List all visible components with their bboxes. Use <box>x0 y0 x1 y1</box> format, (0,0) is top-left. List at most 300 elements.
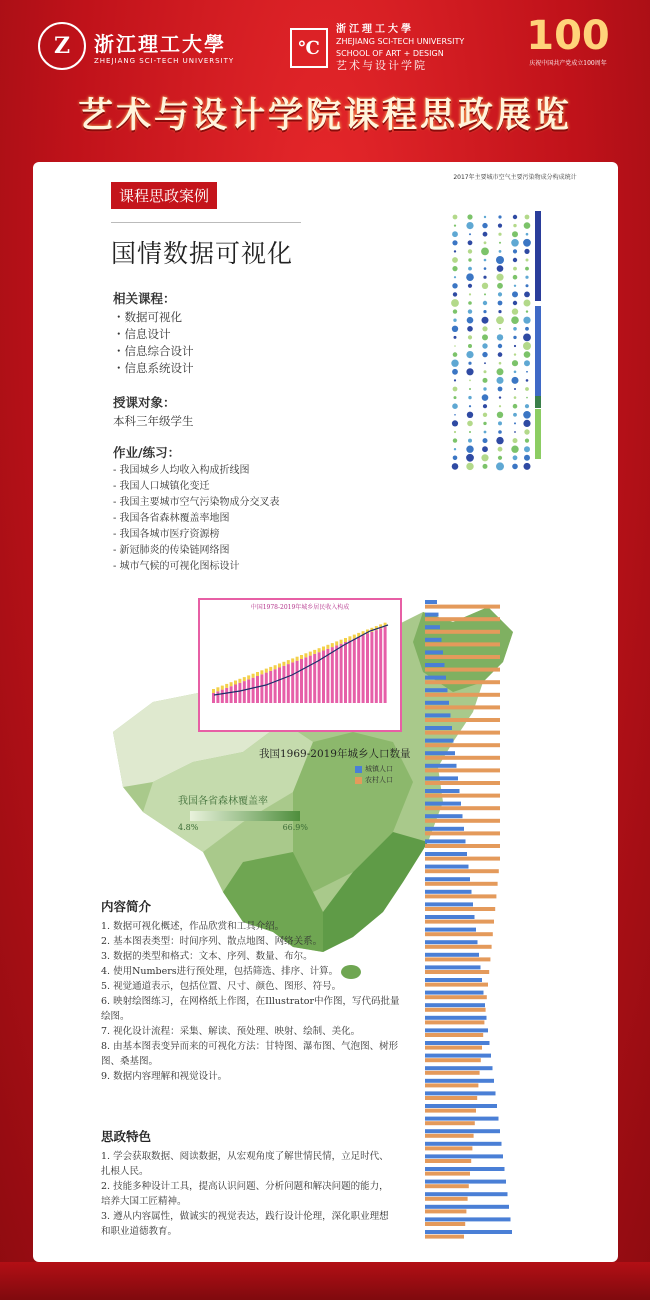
urban-bar <box>425 839 466 843</box>
income-bar-top <box>278 664 281 668</box>
practice-item: - 我国各省森林覆盖率地图 <box>113 513 230 524</box>
bubble <box>523 342 531 350</box>
bubble <box>453 456 458 461</box>
bubble <box>499 396 501 398</box>
rural-bar <box>425 1235 464 1239</box>
bubble <box>454 276 456 278</box>
bubble <box>496 316 504 324</box>
income-bar <box>221 690 224 703</box>
bubble <box>484 267 487 270</box>
income-bar <box>265 673 268 703</box>
category-bar <box>535 409 541 459</box>
main-title: 艺术与设计学院课程思政展览 <box>77 95 572 136</box>
bubble <box>453 319 456 322</box>
bubble <box>524 446 530 452</box>
income-bar <box>344 642 347 703</box>
income-bar-top <box>309 652 312 656</box>
bubble <box>454 345 456 347</box>
practice-item: - 我国各城市医疗资源榜 <box>113 529 220 540</box>
bottom-band <box>0 1262 650 1300</box>
bubble <box>496 462 504 470</box>
bubble <box>514 353 516 355</box>
income-bar <box>225 688 228 703</box>
rural-bar <box>425 1096 477 1100</box>
urban-bar <box>425 928 476 932</box>
bubble <box>512 377 519 384</box>
school-name-en: SCHOOL OF ART + DESIGN <box>336 49 444 58</box>
bubble <box>468 301 472 305</box>
urban-bar <box>425 1066 493 1070</box>
bubble <box>513 327 517 331</box>
urban-bar <box>425 953 479 957</box>
income-bar <box>309 656 312 703</box>
rural-bar <box>425 731 500 735</box>
content-item: 8. 由基本图表变异而来的可视化方法：甘特图、瀑布图、气泡图、树形图、桑基图。 <box>101 1041 399 1067</box>
bubble <box>498 456 502 460</box>
bubble <box>524 463 531 470</box>
urban-bar <box>425 1167 505 1171</box>
rural-bar <box>425 1058 481 1062</box>
bubble <box>513 455 518 460</box>
bubble <box>467 421 473 427</box>
bubble <box>484 241 487 244</box>
bubble <box>511 239 519 247</box>
urban-bar <box>425 613 439 617</box>
income-bar-top <box>287 660 290 664</box>
bubble <box>454 336 457 339</box>
bubble <box>524 292 530 298</box>
income-bar-top <box>256 672 259 676</box>
bubble <box>525 404 529 408</box>
bubble <box>454 414 456 416</box>
urban-bar <box>425 1192 508 1196</box>
bubble <box>523 411 531 419</box>
income-bar-top <box>353 635 356 639</box>
bubble <box>452 369 458 375</box>
target-heading: 授课对象： <box>113 395 176 410</box>
urban-bar <box>425 701 449 705</box>
bubble <box>526 310 528 312</box>
rural-bar <box>425 1146 472 1150</box>
bubble <box>498 233 501 236</box>
bubble <box>513 413 517 417</box>
bubble <box>523 239 531 247</box>
courses-heading: 相关课程： <box>113 291 176 306</box>
income-bar <box>348 640 351 703</box>
bubble <box>497 412 503 418</box>
bubble <box>481 248 489 256</box>
urban-bar <box>425 1142 502 1146</box>
bubble <box>482 446 488 452</box>
target-section <box>113 394 194 430</box>
bubble <box>498 447 503 452</box>
income-bar <box>379 628 382 703</box>
income-bar <box>375 630 378 703</box>
income-bar-top <box>238 679 241 683</box>
rural-swatch <box>355 777 362 784</box>
urban-bar <box>425 1003 485 1007</box>
rural-bar <box>425 995 487 999</box>
bubble <box>468 309 472 313</box>
rural-bar <box>425 983 488 987</box>
content-item: 1. 数据可视化概述，作品欣赏和工具介绍。 <box>101 921 285 932</box>
bubble <box>499 328 501 330</box>
bubble <box>468 240 473 245</box>
forest-legend <box>178 792 308 832</box>
urban-bar <box>425 1016 487 1020</box>
income-bar-top <box>340 640 343 644</box>
bubble <box>512 360 518 366</box>
bubble <box>498 344 502 348</box>
bubble <box>468 439 472 443</box>
income-bar-top <box>221 686 224 690</box>
income-bar <box>296 661 299 703</box>
bubble <box>498 215 501 218</box>
urban-bar <box>425 688 448 692</box>
income-chart-plot <box>200 611 396 711</box>
bubble <box>512 291 518 297</box>
rural-bar <box>425 819 500 823</box>
bubble <box>525 387 529 391</box>
bubble <box>452 266 457 271</box>
rural-bar <box>425 1159 471 1163</box>
bubble <box>468 284 472 288</box>
income-bar <box>366 634 369 704</box>
bubble <box>498 310 501 313</box>
income-bar <box>384 627 387 703</box>
income-bar-top <box>260 670 263 674</box>
bubble <box>526 233 529 236</box>
bubble <box>482 352 487 357</box>
income-chart-title: 中国1978-2019年城乡居民收入构成 <box>250 604 350 611</box>
bubble <box>484 216 486 218</box>
bubble <box>466 351 473 358</box>
urban-bar <box>425 1205 509 1209</box>
income-bar <box>340 644 343 703</box>
zstu-logo <box>38 22 234 70</box>
income-bar-top <box>234 681 237 685</box>
income-bar-top <box>326 645 329 649</box>
bubble <box>452 403 458 409</box>
bubble <box>452 240 457 245</box>
bubble <box>513 215 517 219</box>
rural-bar <box>425 1134 474 1138</box>
school-name-cn: 艺术与设计学院 <box>336 59 427 72</box>
rural-bar <box>425 655 500 659</box>
content-item: 5. 视觉通道表示，包括位置、尺寸、颜色、图形、符号。 <box>101 981 342 992</box>
bubble <box>483 413 487 417</box>
income-bar-top <box>216 687 219 691</box>
bubble <box>466 368 473 375</box>
content-item: 4. 使用Numbers进行预处理，包括筛选、排序、计算。 <box>101 966 339 977</box>
practice-item: - 城市气候的可视化图标设计 <box>113 561 240 572</box>
bubble <box>513 249 517 253</box>
urban-bar <box>425 940 478 944</box>
bubble <box>454 379 456 381</box>
income-bar <box>357 637 360 703</box>
rural-bar <box>425 1109 476 1113</box>
bubble <box>483 464 488 469</box>
bubble <box>484 370 487 373</box>
rural-bar <box>425 945 492 949</box>
rural-bar <box>425 1033 483 1037</box>
bubble <box>482 317 489 324</box>
population-bar-chart <box>403 592 553 1252</box>
courses-section <box>113 290 194 377</box>
income-bar-top <box>344 638 347 642</box>
income-bar-top <box>335 641 338 645</box>
income-bar <box>370 632 373 703</box>
bubble <box>511 316 519 324</box>
rural-bar <box>425 869 499 873</box>
bubble <box>452 463 459 470</box>
bubble <box>526 371 528 373</box>
bubble <box>499 242 501 244</box>
bubble <box>454 250 456 252</box>
bubble <box>497 283 503 289</box>
income-bar <box>287 664 290 703</box>
rural-bar <box>425 642 500 646</box>
bubble <box>482 343 487 348</box>
bubble <box>453 352 458 357</box>
rural-bar <box>425 668 500 672</box>
rural-bar <box>425 718 500 722</box>
school-univ-en: ZHEJIANG SCI-TECH UNIVERSITY <box>336 37 465 46</box>
bubble <box>483 276 486 279</box>
header <box>0 0 650 160</box>
income-bar <box>331 647 334 703</box>
income-bar <box>291 662 294 703</box>
bubble <box>469 293 471 295</box>
bubble <box>467 214 472 219</box>
rural-bar <box>425 617 500 621</box>
exhibit-card <box>33 162 618 1262</box>
bubble <box>524 222 531 229</box>
bubble <box>481 454 488 461</box>
bubble <box>452 420 458 426</box>
rural-bar <box>425 907 495 911</box>
bubble <box>453 309 457 313</box>
bubble <box>526 397 528 399</box>
income-bar-top <box>304 653 307 657</box>
rural-bar <box>425 1172 470 1176</box>
forest-min: 4.8% <box>178 823 199 832</box>
bubble <box>523 334 531 342</box>
bubble <box>496 274 503 281</box>
bubble <box>496 256 504 264</box>
income-bar <box>247 679 250 703</box>
bubble <box>468 362 471 365</box>
forest-max: 66.9% <box>282 823 308 832</box>
feature-item: 1. 学会获取数据、阅读数据，从宏观角度了解世情民情，立足时代、扎根人民。 <box>101 1151 389 1177</box>
content-item: 7. 视化设计流程：采集、解读、预处理、映射、绘制、美化。 <box>101 1026 361 1037</box>
bubble <box>454 225 456 227</box>
bubble <box>513 336 516 339</box>
urban-bar <box>425 915 475 919</box>
urban-bar <box>425 814 463 818</box>
bubble <box>469 380 471 382</box>
rural-bar <box>425 920 494 924</box>
bubble <box>466 454 474 462</box>
bubble <box>512 231 518 237</box>
income-bar <box>234 685 237 704</box>
bubble <box>524 429 529 434</box>
urban-bar <box>425 978 482 982</box>
income-bar <box>313 654 316 703</box>
school-emblem-icon: ℃ <box>290 28 328 68</box>
urban-bar <box>425 1104 497 1108</box>
bubble <box>499 362 502 365</box>
category-bar <box>535 211 541 301</box>
bubble <box>512 464 518 470</box>
univ-name-cn: 浙江理工大學 <box>94 31 226 56</box>
urban-bar <box>425 1154 503 1158</box>
income-bar-top <box>291 658 294 662</box>
school-univ-cn: 浙江理工大學 <box>336 24 414 35</box>
income-bar <box>269 671 272 703</box>
bubble <box>482 283 488 289</box>
urban-bar <box>425 638 442 642</box>
income-bar <box>335 645 338 703</box>
rural-bar <box>425 1184 469 1188</box>
univ-name-en: ZHEJIANG SCI-TECH UNIVERSITY <box>94 56 235 65</box>
bubble <box>467 326 473 332</box>
bubble <box>523 420 530 427</box>
bubble <box>514 422 516 424</box>
centenary-logo <box>518 14 618 70</box>
income-bar <box>260 674 263 703</box>
rural-bar <box>425 1209 466 1213</box>
bubble <box>497 334 503 340</box>
income-bar <box>256 676 259 703</box>
urban-bar <box>425 776 458 780</box>
feature-item: 3. 遵从内容属性，做诚实的视觉表达，践行设计伦理，深化职业理想和职业道德教育。 <box>101 1211 389 1237</box>
bubble <box>467 317 474 324</box>
content-item: 3. 数据的类型和格式：文本、序列、数量、布尔。 <box>101 951 313 962</box>
bubble <box>483 438 488 443</box>
divider <box>111 222 301 223</box>
forest-legend-title: 我国各省森林覆盖率 <box>178 796 268 807</box>
urban-bar <box>425 852 467 856</box>
urban-bar <box>425 902 473 906</box>
bubble <box>525 439 529 443</box>
content-item: 2. 基本图表类型：时间序列、散点地图、网络关系。 <box>101 936 323 947</box>
bubble <box>482 334 488 340</box>
rural-bar <box>425 1071 480 1075</box>
bubble <box>513 267 517 271</box>
rural-bar <box>425 932 493 936</box>
practice-heading: 作业/练习： <box>113 445 181 460</box>
rural-bar <box>425 743 500 747</box>
urban-bar <box>425 1028 488 1032</box>
rural-bar <box>425 781 500 785</box>
rural-bar <box>425 1197 468 1201</box>
bubble <box>452 257 458 263</box>
bubble <box>524 360 530 366</box>
bubble <box>512 308 518 314</box>
bubble <box>483 387 486 390</box>
income-bar-top <box>296 657 299 661</box>
income-bar-top <box>269 667 272 671</box>
income-bar-top <box>230 682 233 686</box>
bubble <box>526 259 529 262</box>
bubble <box>514 371 517 374</box>
bubble <box>497 377 504 384</box>
urban-bar <box>425 713 451 717</box>
bubble <box>466 446 473 453</box>
bubble <box>484 431 487 434</box>
bubble-grid <box>415 181 615 581</box>
bubble <box>484 293 486 295</box>
bubble <box>499 405 501 407</box>
bubble <box>498 301 503 306</box>
income-bar-top <box>300 655 303 659</box>
bubble <box>467 412 473 418</box>
income-bar <box>362 635 365 703</box>
urban-bar <box>425 1117 499 1121</box>
urban-bar <box>425 1217 511 1221</box>
bubble <box>498 224 502 228</box>
bubble <box>513 258 517 262</box>
feature-heading: 思政特色 <box>101 1129 152 1144</box>
bubble <box>469 405 471 407</box>
urban-bar <box>425 676 446 680</box>
rural-bar <box>425 1020 484 1024</box>
bubble <box>514 431 516 433</box>
urban-bar <box>425 991 484 995</box>
bubble <box>498 292 502 296</box>
income-bar <box>274 669 277 703</box>
rural-bar <box>425 894 496 898</box>
case-tag: 课程思政案例 <box>111 182 217 209</box>
urban-bar <box>425 1180 506 1184</box>
bubble <box>466 222 473 229</box>
income-bar-top <box>322 647 325 651</box>
income-bar-top <box>274 665 277 669</box>
income-bar <box>300 659 303 703</box>
bubble <box>468 344 472 348</box>
rural-bar <box>425 857 500 861</box>
bubble <box>526 379 529 382</box>
bubble <box>524 351 531 358</box>
income-bar <box>216 691 219 703</box>
bubble <box>454 396 457 399</box>
school-logo <box>290 24 464 72</box>
feature-list <box>101 1149 391 1239</box>
urban-bar <box>425 877 470 881</box>
bubble <box>483 232 488 237</box>
bubble <box>453 292 457 296</box>
bubble <box>524 300 531 307</box>
urban-bar <box>425 600 437 604</box>
rural-bar <box>425 1121 475 1125</box>
bubble <box>514 388 516 390</box>
bubble <box>482 326 487 331</box>
rural-bar <box>425 705 500 709</box>
rural-bar <box>425 605 500 609</box>
rural-bar <box>425 1083 478 1087</box>
course-item: ・数据可视化 <box>113 310 182 324</box>
centenary-number: 100 <box>526 13 610 59</box>
course-item: ・信息综合设计 <box>113 344 194 358</box>
bubble <box>482 223 487 228</box>
bubble <box>497 265 504 272</box>
bubble <box>452 231 458 237</box>
population-bars <box>425 600 512 1239</box>
income-bar-top <box>225 684 228 688</box>
legend-urban: 城镇人口 <box>365 765 393 773</box>
income-bar-top <box>313 650 316 654</box>
